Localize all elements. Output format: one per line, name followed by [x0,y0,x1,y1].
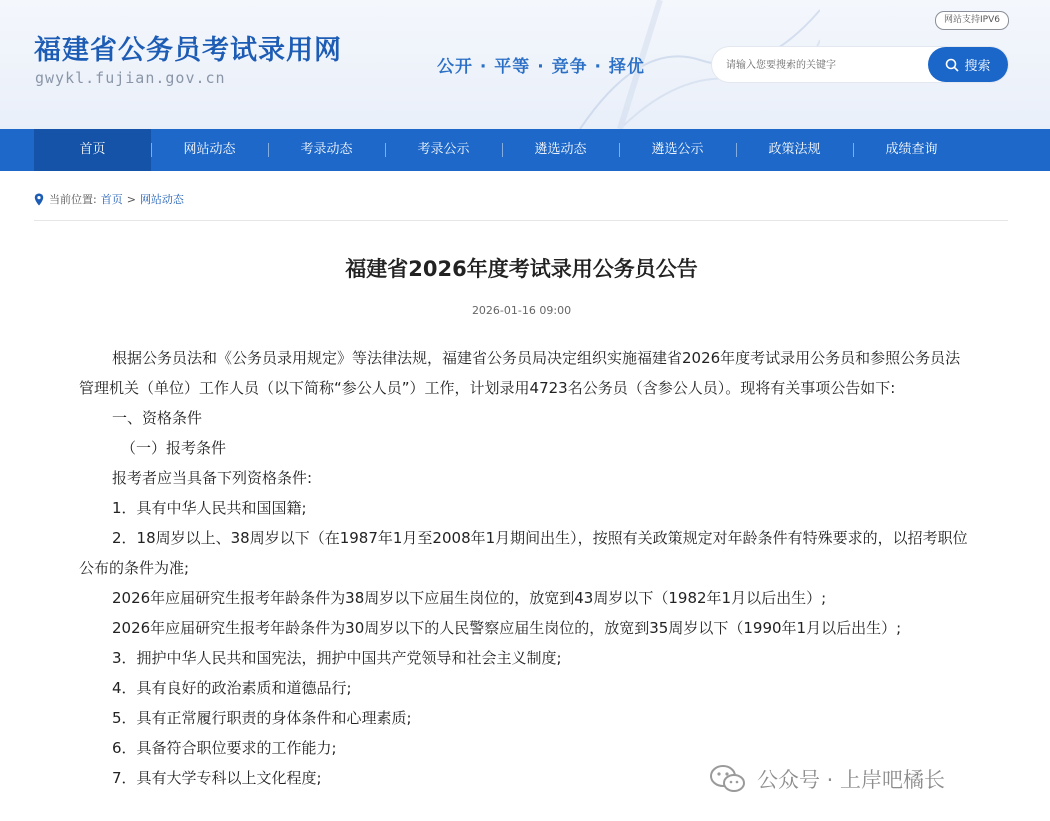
search-icon [945,58,959,72]
search-button[interactable] [928,47,1008,82]
article-list-item: 4．具有良好的政治素质和道德品行; [112,679,352,697]
breadcrumb-current-link[interactable]: 网站动态 [139,193,184,206]
site-header [0,0,1050,129]
article-paragraph: 2026年应届研究生报考年龄条件为30周岁以下的人民警察应届生岗位的，放宽到35周岁以下（1990年1月以后出生）; [112,619,902,637]
search-input[interactable] [724,47,928,84]
nav-item-site-news[interactable]: 网站动态 [183,142,236,157]
article-date: 2026-01-16 09:00 [471,304,572,317]
watermark [709,764,945,794]
nav-item-score-query[interactable]: 成绩查询 [885,142,938,157]
breadcrumb-home-link[interactable]: 首页 [100,193,123,206]
article-body [79,343,969,793]
article-paragraph: 报考者应当具备下列资格条件: [112,469,313,487]
ipv6-badge: 网站支持IPV6 [935,11,1009,30]
nav-item-home[interactable]: 首页 [34,129,151,171]
article-list-item: 1．具有中华人民共和国国籍; [112,499,307,517]
search-box [712,47,1008,82]
site-title[interactable]: 福建省公务员考试录用网 [34,35,342,66]
article-subsection-heading: （一）报考条件 [121,439,227,457]
nav-item-exam-notices[interactable]: 考录公示 [417,142,470,157]
article-section-heading: 一、资格条件 [112,409,203,427]
content-divider [34,220,1008,221]
nav-item-exam-news[interactable]: 考录动态 [300,142,353,157]
breadcrumb-label: 当前位置: [49,193,97,206]
site-slogan: 公开 · 平等 · 竞争 · 择优 [437,57,645,77]
nav-item-selection-news[interactable]: 遴选动态 [534,142,587,157]
article-paragraph: 2026年应届研究生报考年龄条件为38周岁以下应届生岗位的，放宽到43周岁以下（1982年1月以后出生）; [112,589,827,607]
article-list-item: 3．拥护中华人民共和国宪法，拥护中国共产党领导和社会主义制度; [112,649,562,667]
search-button-label: 搜索 [964,59,991,74]
location-pin-icon [34,193,44,206]
site-domain: gwykl.fujian.gov.cn [35,69,226,87]
breadcrumb-separator: > [126,192,136,206]
nav-item-policies[interactable]: 政策法规 [768,142,821,157]
article-list-item: 7．具有大学专科以上文化程度; [112,769,322,787]
nav-item-selection-notices[interactable]: 遴选公示 [651,142,704,157]
article-list-item: 2．18周岁以上、38周岁以下（在1987年1月至2008年1月期间出生），按照有关政策规定对年龄条件有特殊要求的，以招考职位公布的条件为准; [79,529,968,577]
article-paragraph: 根据公务员法和《公务员录用规定》等法律法规，福建省公务员局决定组织实施福建省2026年度考试录用公务员和参照公务员法管理机关（单位）工作人员（以下简称“参公人员”）工作，计划录用4723名公务员（含参公人员）。现将有关事项公告如下: [79,349,961,397]
breadcrumb [34,190,184,208]
main-nav [0,129,1050,171]
watermark-text: 公众号 · 上岸吧橘长 [757,768,946,792]
article-title: 福建省2026年度考试录用公务员公告 [345,257,698,281]
article-list-item: 5．具有正常履行职责的身体条件和心理素质; [112,709,412,727]
wechat-icon [709,764,747,794]
article-list-item: 6．具备符合职位要求的工作能力; [112,739,337,757]
